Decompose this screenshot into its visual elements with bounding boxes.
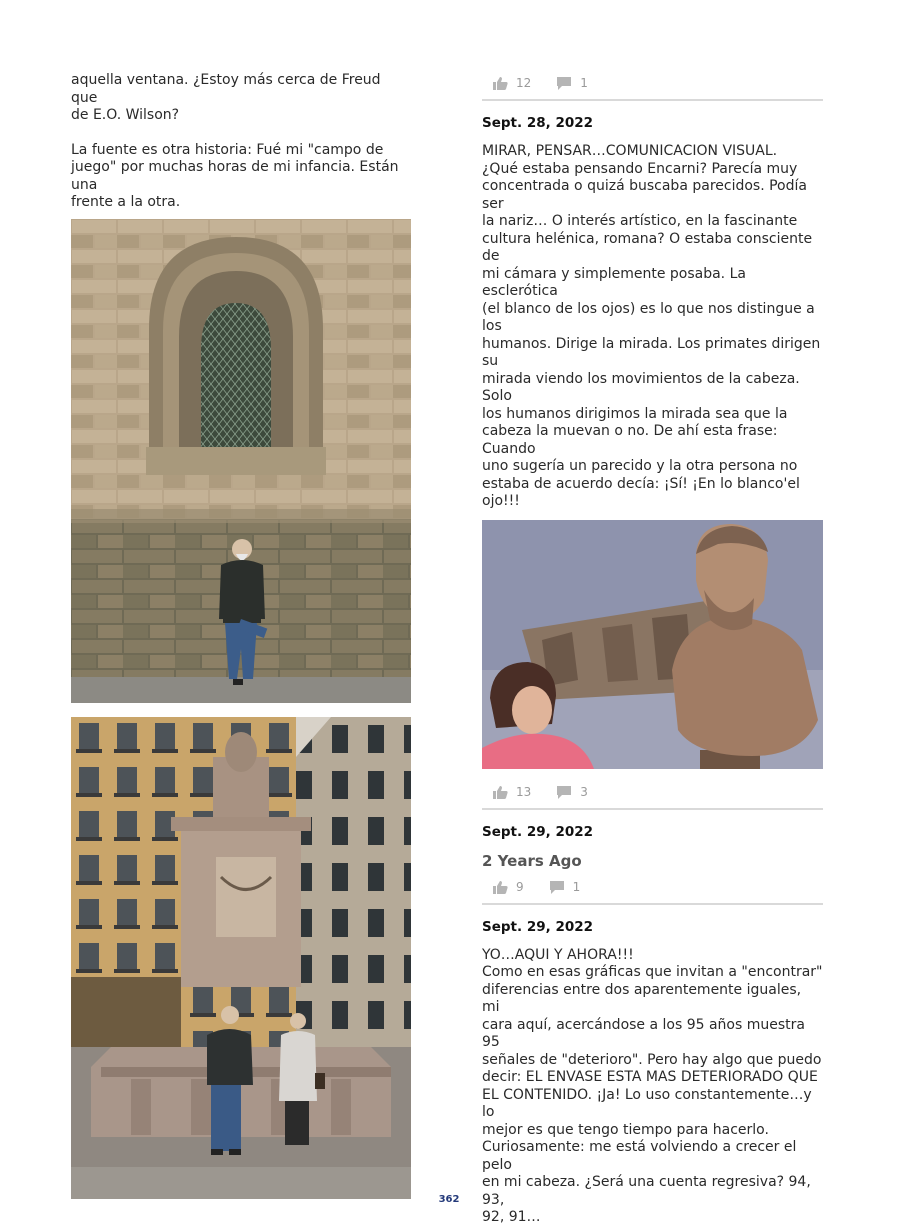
thumbs-up-icon[interactable] xyxy=(492,76,508,90)
photo-gothic-window xyxy=(71,219,411,703)
post-reactions xyxy=(482,876,823,898)
thumbs-up-icon[interactable] xyxy=(492,880,508,894)
comment-bubble-icon[interactable] xyxy=(556,785,572,799)
post-age-label: 2 Years Ago xyxy=(482,851,582,870)
post-reactions xyxy=(482,781,823,803)
post-date: Sept. 29, 2022 xyxy=(482,918,594,935)
left-column xyxy=(71,72,411,1199)
like-count: 13 xyxy=(516,784,532,799)
divider xyxy=(482,808,823,810)
post-date: Sept. 29, 2022 xyxy=(482,823,594,840)
like-count: 12 xyxy=(516,76,532,90)
right-column xyxy=(482,72,823,1227)
comment-count: 1 xyxy=(572,879,581,894)
comment-bubble-icon[interactable] xyxy=(556,76,572,90)
post-text: MIRAR, PENSAR…COMUNICACION VISUAL. ¿Qué estaba pensando Encarni? Parecía muy concentrada o quizá buscaba parecidos. Podía ser la nariz… O interés artístico, en la fascinante cultura helénica, romana? O estaba consciente de mi cámara y simplemente posaba. La esclerótica (el blanco de los ojos) es lo que nos distingue a los humanos. Dirige la mirada. Los primates dirigen su mirada viendo los movimientos de la cabeza. Solo los humanos dirigimos la mirada sea que la cabeza la muevan o no. De ahí esta frase: Cuando uno sugería un parecido y la otra persona no estaba de acuerdo decía: ¡Sí! ¡En lo blanco'el ojo!!! xyxy=(482,143,821,509)
post-reactions xyxy=(482,72,823,94)
photo-fountain xyxy=(71,717,411,1199)
page-number: 362 xyxy=(438,1194,460,1205)
post-text: YO…AQUI Y AHORA!!! Como en esas gráficas que invitan a "encontrar" diferencias entre dos aparentemente iguales, mi cara aquí, acercándose a los 95 años muestra 95 señales de "deterioro". Pero hay algo que puedo decir: EL ENVASE ESTA MAS DETERIORADO QUE EL CONTENIDO. ¡Ja! Lo uso constantemente…y lo mejor es que tengo tiempo para hacerlo. Curiosamente: me está volviendo a crecer el pelo en mi cabeza. ¿Será una cuenta regresiva? 94, 93, 92, 91… xyxy=(482,946,823,1225)
photo-woman-with-bust xyxy=(482,520,823,769)
divider xyxy=(482,99,823,101)
comment-count: 1 xyxy=(580,76,588,90)
post-date: Sept. 28, 2022 xyxy=(482,115,594,131)
left-paragraph-1: aquella ventana. ¿Estoy más cerca de Freud que de E.O. Wilson? xyxy=(71,72,381,123)
left-paragraph-2: La fuente es otra historia: Fué mi "campo de juego" por muchas horas de mi infancia. Están una frente a la otra. xyxy=(71,141,399,210)
thumbs-up-icon[interactable] xyxy=(492,785,508,799)
comment-bubble-icon[interactable] xyxy=(549,880,565,894)
comment-count: 3 xyxy=(580,784,588,799)
like-count: 9 xyxy=(516,879,524,894)
divider xyxy=(482,903,823,905)
